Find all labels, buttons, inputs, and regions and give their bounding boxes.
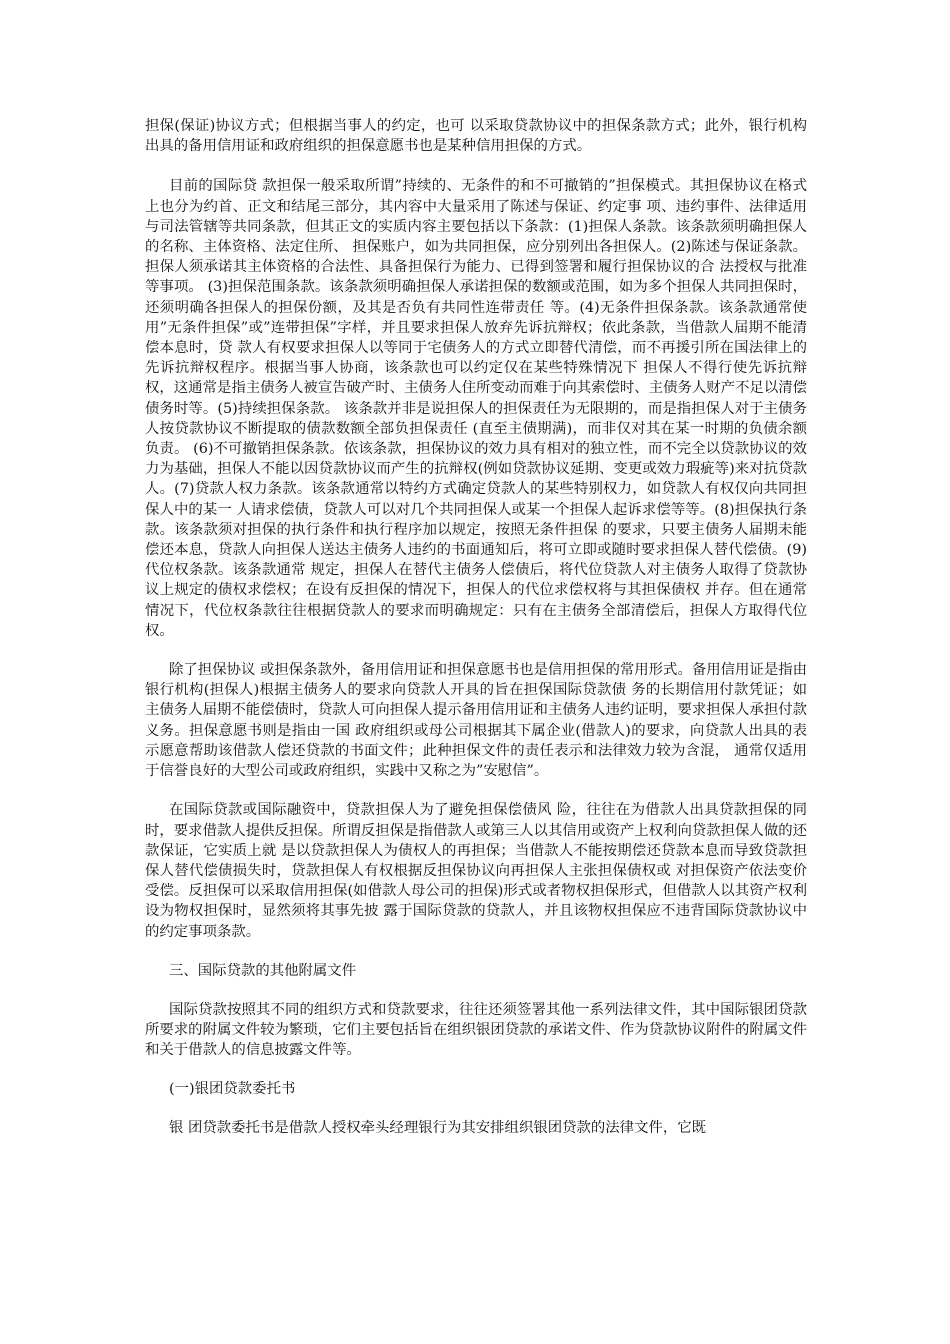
paragraph: 银 团贷款委托书是借款人授权牵头经理银行为其安排组织银团贷款的法律文件，它既 bbox=[169, 1120, 707, 1137]
subsection-heading: (一)银团贷款委托书 bbox=[169, 1081, 296, 1098]
paragraph: 除了担保协议 或担保条款外，备用信用证和担保意愿书也是信用担保的常用形式。备用信用证是指由银行机构(担保人)根据主债务人的要求向贷款人开具的旨在担保国际贷款债 务的长期信用付款凭证；如主债务人届期不能偿债时，贷款人可向担保人提示备用信用证和主债务人违约证明，要求担保人承担付款义务。担保意愿书则是指由一国 政府组织或母公司根据其下属企业(借款人)的要求，向贷款人出具的表示愿意帮助该借款人偿还贷款的书面文件；此种担保文件的责任表示和法律效力较为含混， 通常仅适用于信誉良好的大型公司或政府组织，实践中又称之为”安慰信”。 bbox=[145, 662, 807, 780]
paragraph: 担保(保证)协议方式；但根据当事人的约定，也可 以采取贷款协议中的担保条款方式；此外，银行机构出具的备用信用证和政府组织的担保意愿书也是某种信用担保的方式。 bbox=[145, 118, 807, 155]
paragraph: 国际贷款按照其不同的组织方式和贷款要求，往往还须签署其他一系列法律文件，其中国际银团贷款所要求的附属文件较为繁琐，它们主要包括旨在组织银团贷款的承诺文件、作为贷款协议附件的附属文件和关于借款人的信息披露文件等。 bbox=[145, 1001, 807, 1059]
document-page bbox=[145, 116, 807, 1139]
paragraph: 在国际贷款或国际融资中，贷款担保人为了避免担保偿债风 险，往往在为借款人出具贷款担保的同时，要求借款人提供反担保。所谓反担保是指借款人或第三人以其信用或资产上权利向贷款担保人做的还款保证，它实质上就 是以贷款担保人为债权人的再担保；当借款人不能按期偿还贷款本息而导致贷款担保人替代偿债损失时，贷款担保人有权根据反担保协议向再担保人主张担保债权或 对担保资产依法变价受偿。反担保可以采取信用担保(如借款人母公司的担保)形式或者物权担保形式，但借款人以其资产权利设为物权担保时，显然须将其事先披 露于国际贷款的贷款人，并且该物权担保应不违背国际贷款协议中的约定事项条款。 bbox=[145, 802, 807, 940]
section-heading: 三、国际贷款的其他附属文件 bbox=[169, 962, 357, 979]
paragraph: 目前的国际贷 款担保一般采取所谓”持续的、无条件的和不可撤销的”担保模式。其担保协议在格式上也分为约首、正文和结尾三部分，其内容中大量采用了陈述与保证、约定事 项、违约事件、法律适用与司法管辖等共同条款，但其正文的实质内容主要包括以下条款：(1)担保人条款。该条款须明确担保人的名称、主体资格、法定住所、 担保账户，如为共同担保，应分别列出各担保人。(2)陈述与保证条款。担保人须承诺其主体资格的合法性、具备担保行为能力、已得到签署和履行担保协议的合 法授权与批准等事项。 (3)担保范围条款。该条款须明确担保人承诺担保的数额或范围，如为多个担保人共同担保时，还须明确各担保人的担保份额，及其是否负有共同性连带责任 等。(4)无条件担保条款。该条款通常使用”无条件担保”或”连带担保”字样，并且要求担保人放弃先诉抗辩权；依此条款，当借款人届期不能清偿本息时，贷 款人有权要求担保人以等同于宅债务人的方式立即替代清偿，而不再援引所在国法律上的先诉抗辩权程序。根据当事人协商，该条款也可以约定仅在某些特殊情况下 担保人不得行使先诉抗辩权，这通常是指主债务人被宣告破产时、主债务人住所变动而难于向其索偿时、主债务人财产不足以清偿债务时等。(5)持续担保条款。 该条款并非是说担保人的担保责任为无限期的，而是指担保人对于主债务人按贷款协议不断提取的债款数额全部负担保责任 (直至主债期满)，而非仅对其在某一时期的负债余额负责。 (6)不可撤销担保条款。依该条款，担保协议的效力具有相对的独立性，而不完全以贷款协议的效力为基础，担保人不能以因贷款协议而产生的抗辩权(例如贷款协议延期、变更或效力瑕疵等)来对抗贷款人。(7)贷款人权力条款。该条款通常以特约方式确定贷款人的某些特别权力，如贷款人有权仅向共同担保人中的某一 人请求偿债，贷款人可以对几个共同担保人或某一个担保人起诉求偿等等。(8)担保执行条款。该条款须对担保的执行条件和执行程序加以规定，按照无条件担保 的要求，只要主债务人届期未能偿还本息，贷款人向担保人送达主债务人违约的书面通知后，将可立即或随时要求担保人替代偿债。(9)代位权条款。该条款通常 规定，担保人在替代主债务人偿债后，将代位贷款人对主债务人取得了贷款协议上规定的债权求偿权；在设有反担保的情况下，担保人的代位求偿权将与其担保债权 并存。但在通常情况下，代位权条款往往根据贷款人的要求而明确规定：只有在主债务全部清偿后，担保人方取得代位权。 bbox=[145, 178, 807, 639]
